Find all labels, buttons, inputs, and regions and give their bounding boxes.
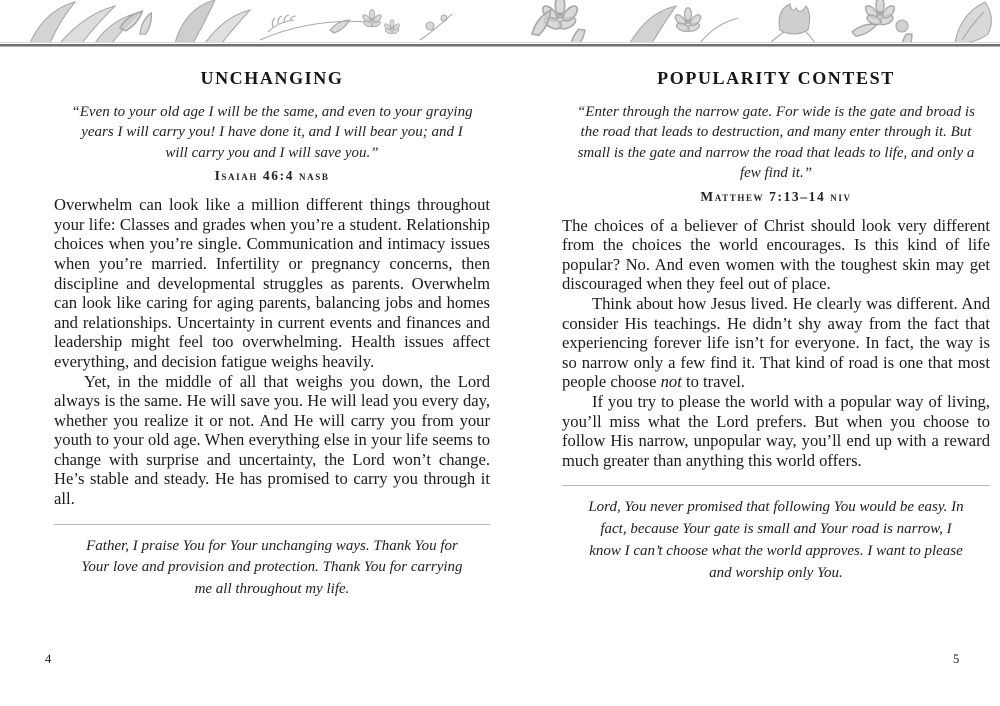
left-scripture-epigraph: “Even to your old age I will be the same, and even to your graying years I will carry you! I have done it, and I will bear you; and I will carry you and I will save you.” — [71, 104, 473, 161]
right-page-title: POPULARITY CONTEST — [657, 68, 895, 88]
right-paragraph-3: If you try to please the world with a popular way of living, you’ll miss what the Lord prefers. But when you choose to follow His narrow, unpopular way, you’ll end up with a reward much greater than anything this world offers. — [562, 391, 990, 470]
right-paragraph-2 — [562, 294, 990, 392]
right-prayer: Lord, You never promised that following You would be easy. In fact, because Your gate is small and Your road is narrow, I know I can’t choose what the world approves. I want to please and worship only You. — [588, 499, 964, 581]
left-devotional-body — [54, 195, 490, 509]
header-rule — [0, 42, 1000, 48]
floral-border-ornament — [0, 0, 1000, 43]
right-page — [562, 62, 990, 584]
right-scripture-epigraph: “Enter through the narrow gate. For wide is the gate and broad is the road that leads to destruction, and many enter through it. But small is the gate and narrow the road that leads to life, and only a few find it.” — [577, 104, 975, 182]
right-paragraph-2-tail: to travel. — [681, 372, 745, 392]
right-paragraph-2-text: Think about how Jesus lived. He clearly was different. And consider His teachings. He didn’t shy away from the fact that experiencing forever life isn’t for everyone. In fact, the way is so narrow only a few find it. That kind of road is one that most people choose — [562, 293, 990, 392]
left-prayer-divider — [54, 524, 490, 525]
left-page-title: UNCHANGING — [200, 68, 344, 88]
left-paragraph-1: Overwhelm can look like a million different things throughout your life: Classes and grades when you’re a student. Relationship choices when you’re single. Communication and intimacy issues when you’re married. Infertility or pregnancy concerns, then discipline and developmental struggles as parents. Overwhelm can look like caring for aging parents, balancing jobs and homes and relationships. Uncertainty in current events and finances and leadership might feel too overwhelming. Health issues affect everything, and decision fatigue weighs heavily. — [54, 195, 490, 371]
left-scripture-reference: Isaiah 46:4 nasb — [214, 168, 330, 184]
right-prayer-divider — [562, 485, 990, 486]
right-page-number: 5 — [953, 652, 960, 666]
right-scripture-reference: Matthew 7:13–14 niv — [700, 188, 852, 204]
right-devotional-body — [562, 216, 990, 471]
left-page — [54, 62, 490, 601]
left-prayer: Father, I praise You for Your unchanging ways. Thank You for Your love and provision and protection. Thank You for carrying me all throughout my life. — [81, 537, 463, 598]
left-page-number: 4 — [45, 652, 52, 666]
floral-border-icon — [0, 0, 1000, 43]
left-paragraph-2: Yet, in the middle of all that weighs you down, the Lord always is the same. He will save you. He will lead you every day, whether you realize it or not. And He will carry you from your youth to your old age. When everything else in your life seems to change with surprise and uncertainty, the Lord won’t change. He’s stable and steady. He has promised to carry you through it all. — [54, 371, 490, 509]
right-paragraph-2-emphasis: not — [660, 372, 682, 392]
right-paragraph-1: The choices of a believer of Christ should look very different from the choices the world encourages. Is this kind of life popular? No. And even women with the toughest skin may get discouraged when they feel out of place. — [562, 215, 990, 294]
